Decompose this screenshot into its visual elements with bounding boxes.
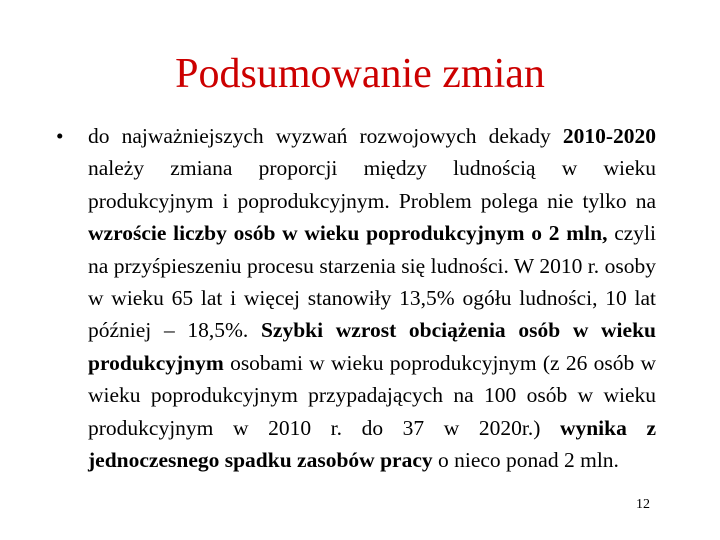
text-segment-1: do najważniejszych wyzwań rozwojowych dekady [88,124,563,148]
text-segment-9: o nieco ponad 2 mln. [432,448,619,473]
text-segment-4-bold: wzroście liczby osób w wieku poprodukcyjnym o 2 mln, [88,221,608,246]
text-segment-8-bold: wynika z jednoczesnego spadku zasobów pracy [88,415,656,473]
bullet-item [56,120,656,476]
slide-title: Podsumowanie zmian [175,51,545,97]
text-segment-2-bold: 2010-2020 [562,124,656,148]
text-segment-5: czyli na przyśpieszeniu procesu starzenia się ludności. W 2010 r. osoby w wieku 65 lat i więcej stanowiły 13,5% ogółu ludności, 10 lat później – 18,5%. [88,221,656,343]
paragraph-text [88,124,656,472]
text-segment-3: należy zmiana proporcji między ludnością w wieku produkcyjnym i poprodukcyjnym. Problem polega nie tylko na [88,156,656,213]
text-segment-6-bold: Szybki wzrost obciążenia osób w wieku produkcyjnym [88,318,656,375]
page-number: 12 [636,497,650,512]
bullet-list [56,120,656,476]
bullet-icon: • [56,124,64,148]
text-segment-7: osobami w wieku poprodukcyjnym (z 26 osób w wieku poprodukcyjnym przypadających na 100 osób w wieku produkcyjnym w 2010 r. do 37 w 2020r.) [88,350,656,440]
